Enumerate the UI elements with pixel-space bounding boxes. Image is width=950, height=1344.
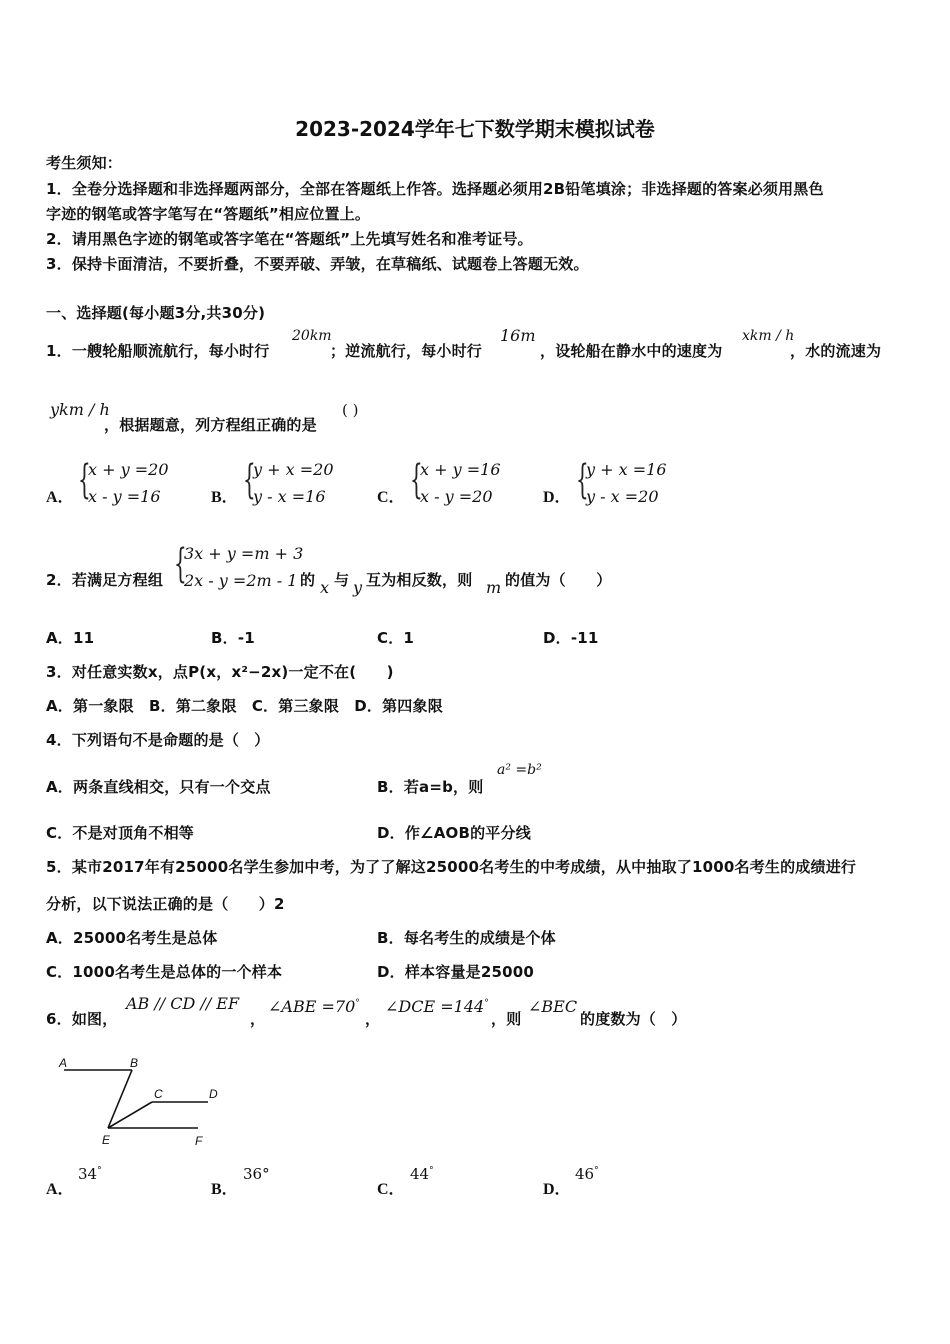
page-title: 2023-2024学年七下数学期末模拟试卷 bbox=[295, 117, 655, 141]
q2-math-y: y bbox=[353, 578, 363, 597]
q6-option-b-label: B． bbox=[211, 1181, 238, 1198]
q1-math-y: ykm / h bbox=[50, 400, 110, 419]
q1-text-5: ，根据题意，列方程组正确的是 bbox=[104, 416, 317, 434]
q1-math-speed-down: 20km bbox=[292, 328, 332, 344]
q1-option-c-label: C． bbox=[377, 489, 405, 506]
q1-math-x: xkm / h bbox=[742, 328, 795, 344]
line-be bbox=[108, 1070, 132, 1128]
q4-option-d: D．作∠AOB的平分线 bbox=[377, 824, 531, 842]
q6-math-angle-abe: ∠ABE =70° bbox=[268, 997, 360, 1016]
label-b: B bbox=[130, 1056, 139, 1070]
q1-option-b-label: B． bbox=[211, 489, 238, 506]
q5-option-c: C．1000名考生是总体的一个样本 bbox=[46, 963, 283, 981]
q5-text-2: 分析，以下说法正确的是（ ）2 bbox=[46, 895, 285, 913]
q6-option-c-value: 44° bbox=[410, 1165, 434, 1183]
q6-math-angle-dce: ∠DCE =144° bbox=[385, 997, 489, 1016]
q5-option-b: B．每名考生的成绩是个体 bbox=[377, 929, 556, 947]
notice-item: 3．保持卡面清洁，不要折叠，不要弄破、弄皱，在草稿纸、试题卷上答题无效。 bbox=[46, 255, 589, 273]
brace-icon: { bbox=[243, 457, 256, 503]
q2-text-4: 互为相反数，则 bbox=[366, 571, 473, 589]
q2-option-c: C．1 bbox=[377, 629, 415, 647]
q6-option-b-value: 36° bbox=[243, 1165, 270, 1183]
q1-option-d-label: D． bbox=[543, 489, 571, 506]
q5-option-a: A．25000名考生是总体 bbox=[46, 929, 218, 947]
q6-text-5: 的度数为（ ） bbox=[580, 1010, 687, 1028]
q2-option-d: D．-11 bbox=[543, 629, 599, 647]
q4-option-b: B．若a=b，则 bbox=[377, 778, 484, 796]
brace-icon: { bbox=[78, 457, 91, 503]
label-f: F bbox=[195, 1134, 203, 1148]
q1-option-a-label: A． bbox=[46, 489, 74, 506]
q1-text-3: ，设轮船在静水中的速度为 bbox=[540, 342, 723, 360]
q6-option-c-label: C． bbox=[377, 1181, 405, 1198]
q6-math-angle-bec: ∠BEC bbox=[528, 997, 578, 1016]
label-d: D bbox=[209, 1087, 218, 1101]
notice-item: 字迹的钢笔或答字笔写在“答题纸”相应位置上。 bbox=[46, 205, 371, 223]
label-c: C bbox=[154, 1087, 163, 1101]
q1-text-1: 1．一艘轮船顺流航行，每小时行 bbox=[46, 342, 270, 360]
q6-option-d-value: 46° bbox=[575, 1165, 599, 1183]
q4-text: 4．下列语句不是命题的是（ ） bbox=[46, 731, 270, 749]
q4-option-c: C．不是对顶角不相等 bbox=[46, 824, 195, 842]
q6-text-3: ， bbox=[365, 1010, 381, 1028]
q1-answer-paren: ( ) bbox=[342, 401, 359, 419]
q6-text-1: 6．如图， bbox=[46, 1010, 118, 1028]
notice-item: 2．请用黑色字迹的钢笔或答字笔在“答题纸”上先填写姓名和准考证号。 bbox=[46, 230, 533, 248]
q1-text-2: ；逆流航行，每小时行 bbox=[330, 342, 483, 360]
q2-text-3: 与 bbox=[334, 571, 350, 589]
label-e: E bbox=[102, 1133, 111, 1147]
q5-option-d: D．样本容量是25000 bbox=[377, 963, 535, 981]
q3-text: 3．对任意实数x，点P(x，x²−2x)一定不在( ) bbox=[46, 663, 394, 681]
brace-icon: { bbox=[576, 457, 589, 503]
label-a: A bbox=[59, 1056, 68, 1070]
brace-icon: { bbox=[174, 541, 187, 587]
q5-text-1: 5．某市2017年有25000名学生参加中考，为了了解这25000名考生的中考成绩，从中抽取了1000名考生的成绩进行 bbox=[46, 858, 857, 876]
q3-options: A．第一象限 B．第二象限 C．第三象限 D．第四象限 bbox=[46, 697, 443, 715]
q4-option-b-math: a² =b² bbox=[497, 762, 542, 778]
q6-text-4: ，则 bbox=[491, 1010, 522, 1028]
q2-math-m: m bbox=[486, 578, 502, 597]
q1-math-speed-up: 16m bbox=[500, 326, 536, 345]
q1-text-4: ，水的流速为 bbox=[790, 342, 882, 360]
q6-option-a-value: 34° bbox=[78, 1165, 102, 1183]
q6-figure bbox=[50, 1050, 230, 1150]
q2-option-a: A．11 bbox=[46, 629, 95, 647]
brace-icon: { bbox=[410, 457, 423, 503]
q6-math-parallel: AB // CD // EF bbox=[126, 994, 240, 1013]
notice-item: 1．全卷分选择题和非选择题两部分，全部在答题纸上作答。选择题必须用2B铅笔填涂；非选择题的答案必须用黑色 bbox=[46, 180, 824, 198]
line-ec bbox=[108, 1102, 152, 1128]
q2-math-x: x bbox=[320, 578, 330, 597]
notice-heading: 考生须知： bbox=[46, 154, 123, 172]
q6-option-a-label: A． bbox=[46, 1181, 74, 1198]
q2-text-1: 2．若满足方程组 bbox=[46, 571, 164, 589]
section-heading: 一、选择题(每小题3分,共30分) bbox=[46, 304, 266, 322]
q2-option-b: B．-1 bbox=[211, 629, 255, 647]
q2-text-2: 的 bbox=[300, 571, 316, 589]
q4-option-a: A．两条直线相交，只有一个交点 bbox=[46, 778, 271, 796]
q6-option-d-label: D． bbox=[543, 1181, 571, 1198]
q2-text-5: 的值为（ ） bbox=[505, 571, 612, 589]
q6-text-2: ， bbox=[250, 1010, 266, 1028]
